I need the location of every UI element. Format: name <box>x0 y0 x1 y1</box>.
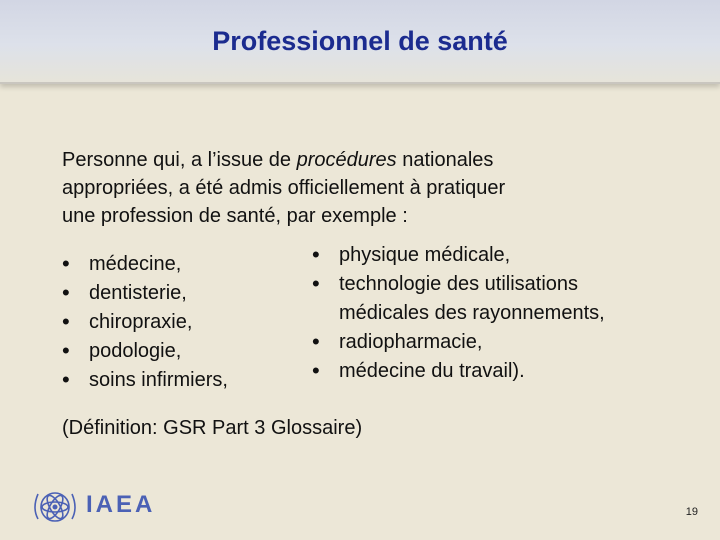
definition-note: (Définition: GSR Part 3 Glossaire) <box>62 417 363 439</box>
list-item: • radiopharmacie, <box>312 328 672 357</box>
profession-list-right <box>312 241 672 386</box>
list-item: • technologie des utilisations médicales des rayonnements, <box>312 270 672 328</box>
intro-before: Personne qui, a l’issue de <box>62 149 297 171</box>
intro-line2: appropriées, a été admis officiellement à pratiquer <box>62 177 506 199</box>
list-item: • chiropraxie, <box>62 308 228 337</box>
list-item: • médecine du travail). <box>312 357 672 386</box>
list-item: • physique médicale, <box>312 241 672 270</box>
list-item: • dentisterie, <box>62 279 228 308</box>
list-item: • médecine, <box>62 250 228 279</box>
list-item: • podologie, <box>62 337 228 366</box>
intro-line3: une profession de santé, par exemple : <box>62 205 408 227</box>
slide-title: Professionnel de santé <box>212 26 508 56</box>
page-number: 19 <box>685 506 698 518</box>
intro-emphasis: procédures <box>296 149 397 171</box>
list-item: • soins infirmiers, <box>62 366 228 395</box>
intro-text <box>62 146 662 230</box>
profession-list-left <box>62 250 228 395</box>
intro-line1-after: nationales <box>396 149 494 171</box>
iaea-logo-text: IAEA <box>86 491 156 518</box>
